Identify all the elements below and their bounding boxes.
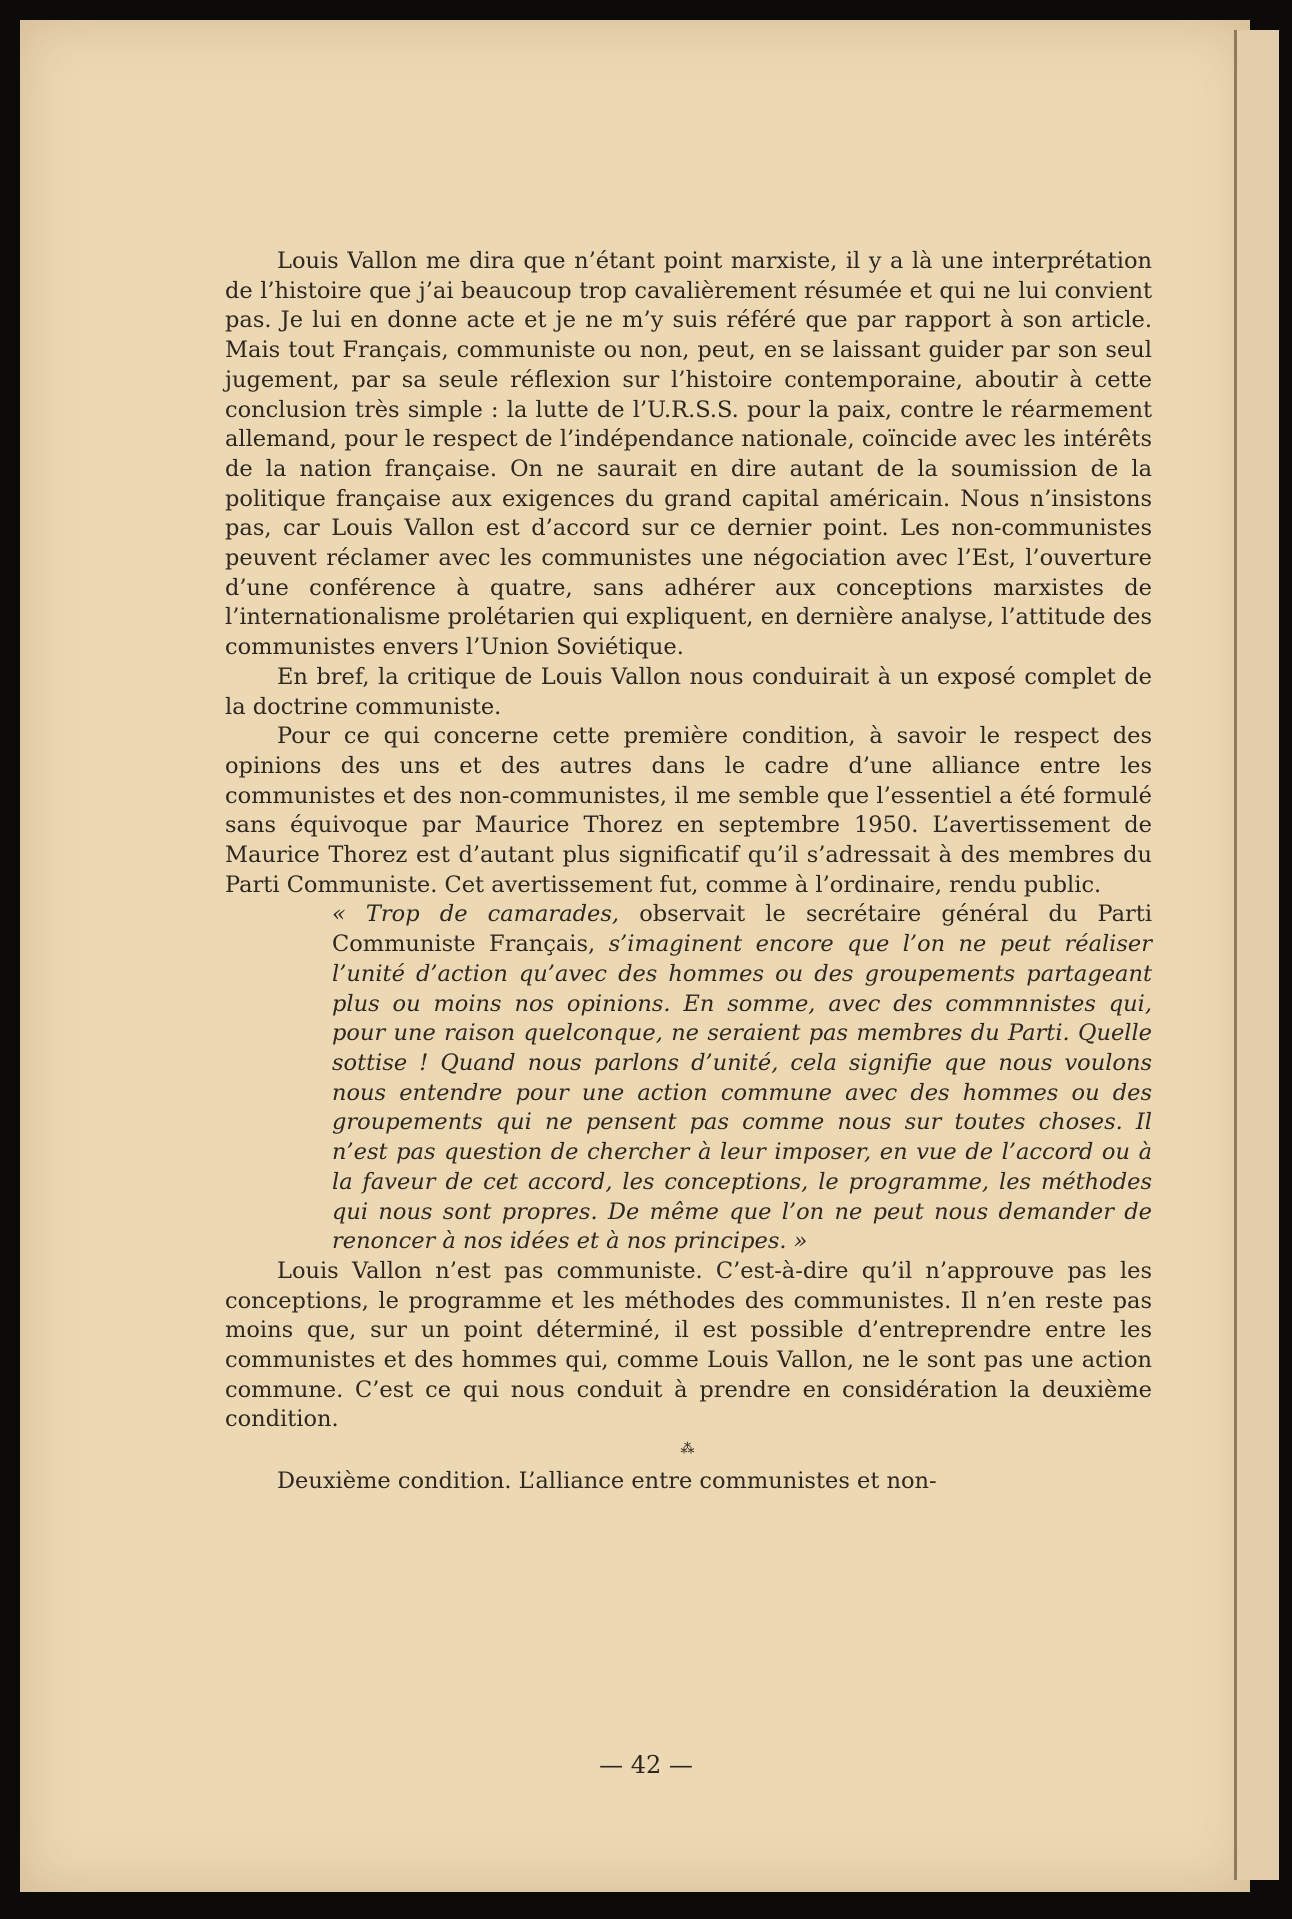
quote-attribution: observait le secrétaire général du Parti Communiste Français, xyxy=(332,901,1153,958)
page-gutter xyxy=(1234,30,1279,1880)
paragraph-3: Pour ce qui concerne cette première condition, à savoir le respect des opinions des uns et des autres dans le cadre d’une alliance entre les communistes et des non-communistes, il me semble que l’essentiel a été formulé sans équivoque par Maurice Thorez en septembre 1950. L’avertissement de Maurice Thorez est d’autant plus significatif qu’il s’adressait à des membres du Parti Communiste. Cet avertissement fut, comme à l’ordinaire, rendu public. xyxy=(225,723,1152,898)
paragraph-1: Louis Vallon me dira que n’étant point marxiste, il y a là une interprétation de l’histoire que j’ai beaucoup trop cavalièrement résumée et qui ne lui convient pas. Je lui en donne acte et je ne m’y suis référé que par rapport à son article. Mais tout Français, communiste ou non, peut, en se laissant guider par son seul jugement, par sa seule réflexion sur l’histoire contemporaine, aboutir à cette conclusion très simple : la lutte de l’U.R.S.S. pour la paix, contre le réarmement allemand, pour le respect de l’indépendance nationale, coïncide avec les intérêts de la nation française. On ne saurait en dire autant de la soumission de la politique française aux exigences du grand capital américain. Nous n’insistons pas, car Louis Vallon est d’accord sur ce dernier point. Les non-communistes peuvent réclamer avec les communistes une négociation avec l’Est, l’ouverture d’une conférence à quatre, sans adhérer aux conceptions marxistes de l’internationalisme prolétarien qui expliquent, en dernière analyse, l’attitude des communistes envers l’Union Soviétique. xyxy=(225,248,1152,661)
quote-body: s’imaginent encore que l’on ne peut réaliser l’unité d’action qu’avec des hommes ou des groupements partageant plus ou moins nos opinions. En somme, avec des commnnistes qui, pour une raison quelconque, ne seraient pas membres du Parti. Quelle sottise ! Quand nous parlons d’unité, cela signifie que nous voulons nous entendre pour une action commune avec des hommes ou des groupements qui ne pensent pas comme nous sur toutes choses. Il n’est pas question de chercher à leur imposer, en vue de l’accord ou à la faveur de cet accord, les conceptions, le programme, les méthodes qui nous sont propres. De même que l’on ne peut nous demander de renoncer à nos idées et à nos principes. » xyxy=(332,931,1152,1255)
paragraph-2: En bref, la critique de Louis Vallon nous conduirait à un exposé complet de la doctrine communiste. xyxy=(225,663,1152,720)
page-number: — 42 — xyxy=(599,1751,693,1779)
paragraph-4: Louis Vallon n’est pas communiste. C’est-à-dire qu’il n’approuve pas les conceptions, le programme et les méthodes des communistes. Il n’en reste pas moins que, sur un point déterminé, il est possible d’entreprendre entre les communistes et des hommes qui, comme Louis Vallon, ne le sont pas une action commune. C’est ce qui nous conduit à prendre en considération la deuxième condition. xyxy=(225,1257,1152,1433)
block-quote xyxy=(332,900,1152,1256)
section-separator: ⁂ xyxy=(680,1441,697,1458)
quote-lead: « Trop de camarades, xyxy=(332,901,620,928)
body-text xyxy=(225,247,1152,1497)
last-line: Deuxième condition. L’alliance entre communistes et non- xyxy=(277,1468,937,1495)
